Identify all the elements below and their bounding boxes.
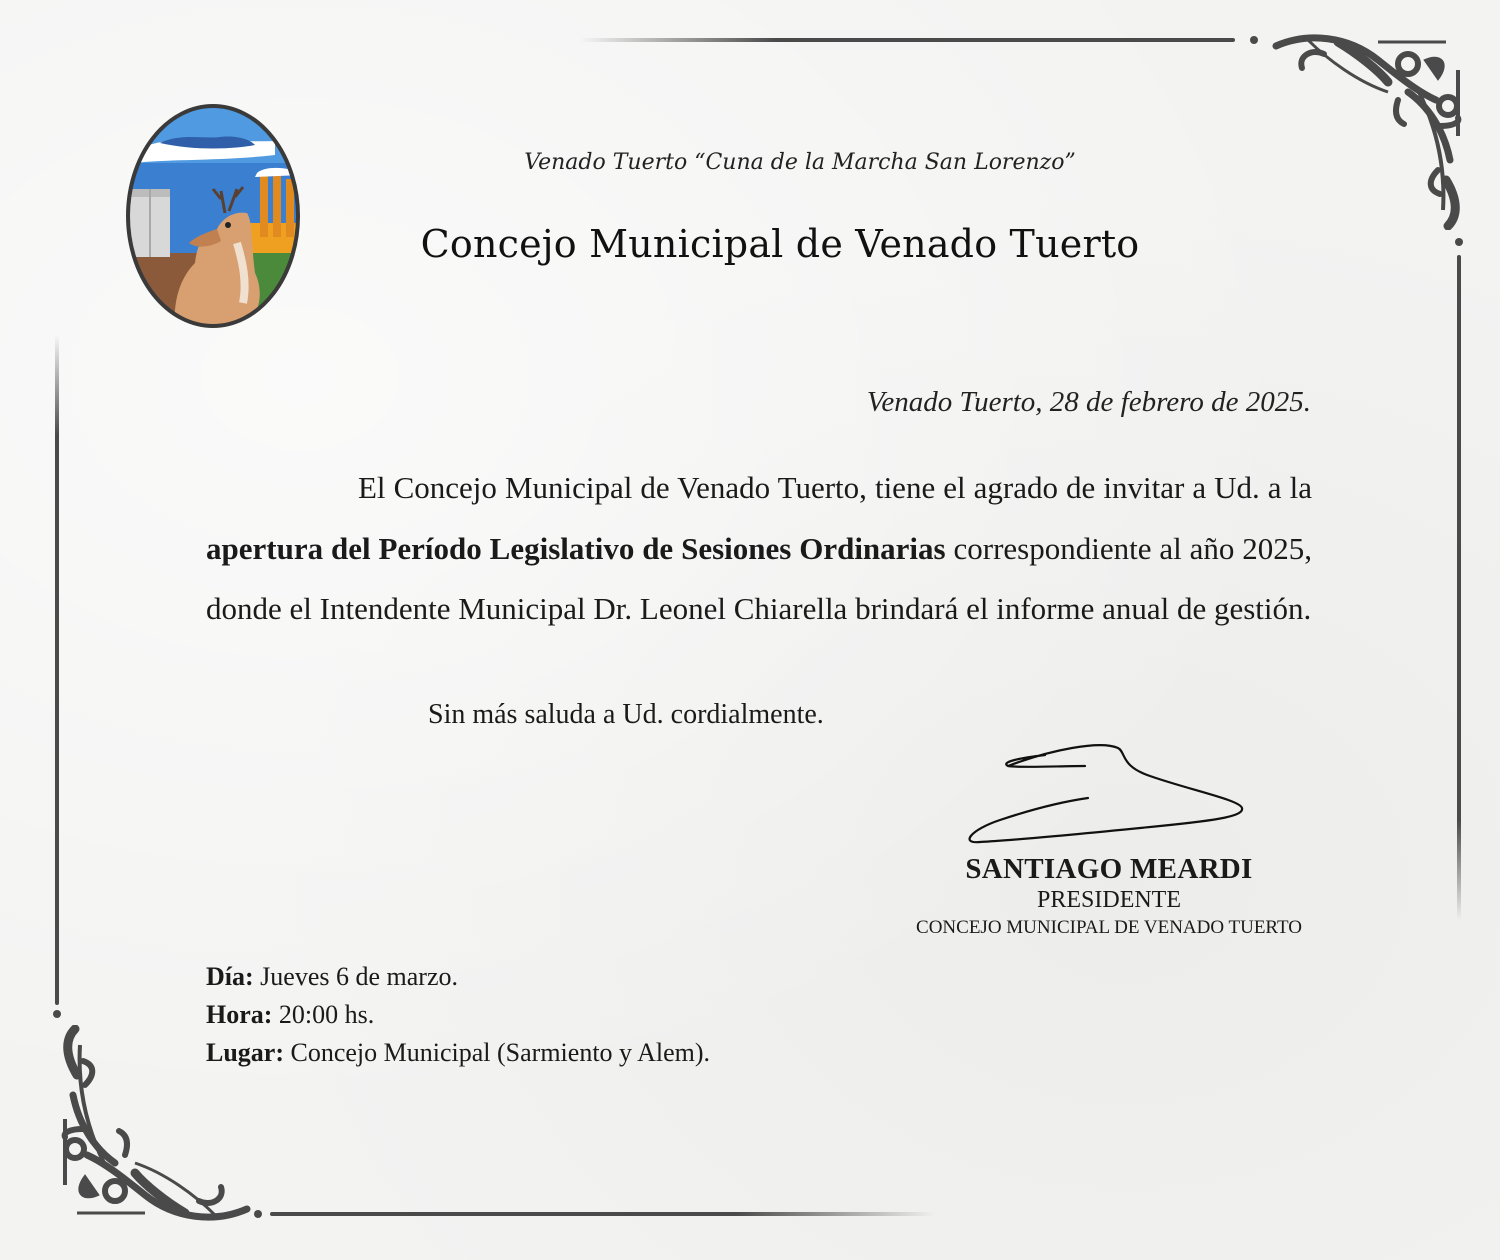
detail-value: 20:00 hs. [272, 1000, 375, 1029]
invitation-paragraph [206, 458, 1312, 640]
detail-label: Hora: [206, 1000, 273, 1029]
detail-time [206, 996, 710, 1034]
signer-organization: CONCEJO MUNICIPAL DE VENADO TUERTO [916, 917, 1302, 938]
detail-value: Jueves 6 de marzo. [253, 962, 458, 991]
frame-right-line [1457, 255, 1461, 920]
corner-ornament-icon [1268, 30, 1478, 230]
paragraph-part-1: El Concejo Municipal de Venado Tuerto, tiene el agrado de invitar a Ud. a la [358, 470, 1312, 505]
handwritten-signature-icon [960, 740, 1260, 855]
frame-dot [254, 1210, 262, 1218]
signer-role: PRESIDENTE [1037, 887, 1181, 913]
detail-label: Lugar: [206, 1038, 284, 1067]
event-details [206, 958, 710, 1072]
paragraph-part-2: correspondiente al año 2025, donde el Intendente Municipal Dr. Leonel Chiarella brindará el informe anual de gestión. [206, 530, 1312, 626]
frame-dot [1455, 238, 1463, 246]
frame-left-line [55, 335, 59, 1005]
page-title: Concejo Municipal de Venado Tuerto [420, 222, 1140, 266]
signature-block [880, 852, 1338, 942]
detail-label: Día: [206, 962, 254, 991]
municipal-crest-deer-icon [125, 103, 301, 329]
letter-date: Venado Tuerto, 28 de febrero de 2025. [866, 386, 1311, 418]
frame-dot [1250, 36, 1258, 44]
paragraph-highlight: apertura del Período Legislativo de Sesiones Ordinarias [206, 530, 946, 566]
frame-bottom-line [270, 1212, 935, 1216]
closing-line: Sin más saluda a Ud. cordialmente. [428, 699, 824, 730]
frame-top-line [580, 38, 1235, 42]
detail-day [206, 958, 710, 996]
detail-place [206, 1034, 710, 1072]
frame-dot [53, 1010, 61, 1018]
detail-value: Concejo Municipal (Sarmiento y Alem). [284, 1038, 711, 1067]
signer-name: SANTIAGO MEARDI [965, 853, 1253, 885]
city-motto: Venado Tuerto “Cuna de la Marcha San Lorenzo” [524, 150, 1076, 175]
